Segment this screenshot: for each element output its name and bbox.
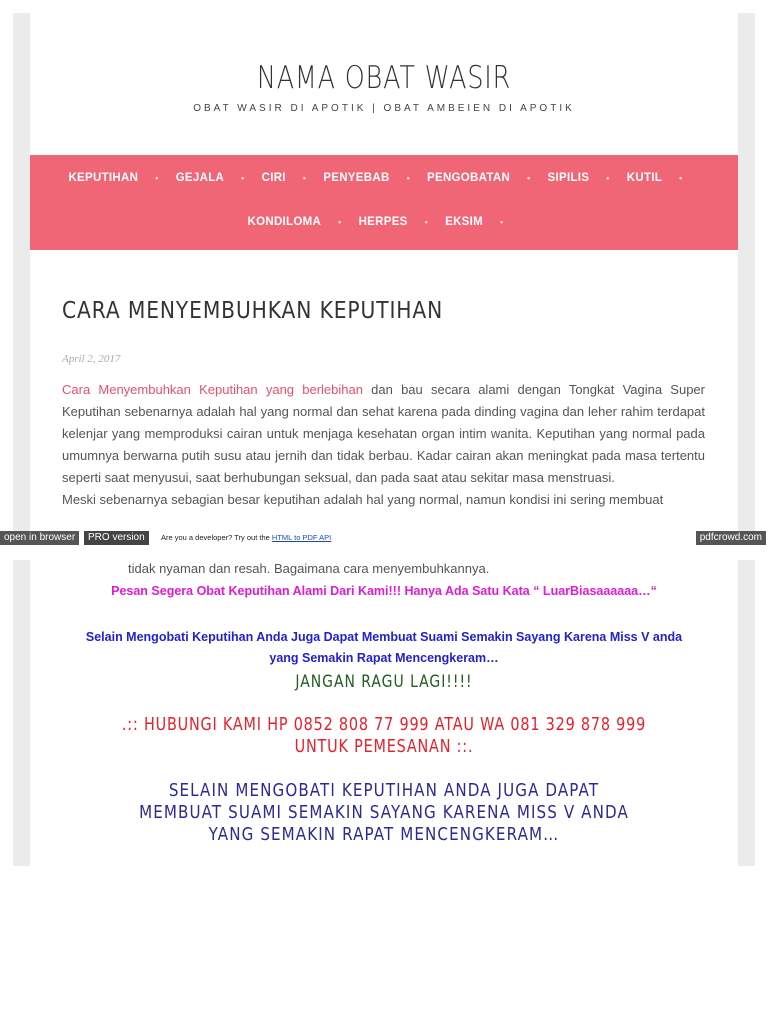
nav-item-penyebab[interactable] [323,172,427,184]
nav-item-label: KEPUTIHAN [68,172,139,184]
pdfcrowd-brand[interactable]: pdfcrowd.com [696,531,766,545]
nav-item-label: HERPES [358,216,408,228]
post-title: CARA MENYEMBUHKAN KEPUTIHAN [62,298,444,324]
main-navigation [30,155,738,250]
left-gutter [13,13,30,531]
post-date: April 2, 2017 [62,353,121,365]
nav-item-keputihan[interactable] [68,172,175,184]
nav-item-gejala[interactable] [176,172,262,184]
post-link[interactable]: Cara Menyembuhkan Keputihan yang berlebihan [62,382,363,397]
left-gutter [13,560,30,866]
nav-item-label: EKSIM [445,216,484,228]
nav-item-ciri[interactable] [262,172,324,184]
nav-row [30,172,738,184]
nav-item-label: PENYEBAB [323,172,390,184]
nav-item-label: CIRI [261,172,286,184]
site-title[interactable]: NAMA OBAT WASIR [256,60,512,96]
nav-item-label: SIPILIS [547,172,590,184]
promo-heading-dont-hesitate: JANGAN RAGU LAGI!!!! [295,672,473,692]
nav-item-label: KUTIL [626,172,663,184]
nav-separator-icon: • [500,217,504,227]
promo-benefit-text: Selain Mengobati Keputihan Anda Juga Dapat Membuat Suami Semakin Sayang Karena Miss V anda yang Semakin Rapat Mencengkeram… [85,630,683,665]
nav-separator-icon: • [338,217,342,227]
promo-benefit-heading-text: SELAIN MENGOBATI KEPUTIHAN ANDA JUGA DAPAT MEMBUAT SUAMI SEMAKIN SAYANG KARENA MISS V ANDA YANG SEMAKIN RAPAT MENCENGKERAM… [139,780,629,845]
post-paragraph-text: dan bau secara alami dengan Tongkat Vagina Super Keputihan sebenarnya adalah hal yang normal dan sehat karena pada dinding vagina dan leher rahim terdapat kelenjar yang memproduksi cairan untuk menjaga kesehatan organ intim wanita. Keputihan yang normal pada umumnya berwarna putih susu atau jernih dan tidak berbau. Kadar cairan akan meningkat pada masa tertentu seperti saat menyusui, saat berhubungan seksual, dan pada saat atau sekitar masa menstruasi. [62,382,705,485]
pdf-toolbar [0,531,768,545]
right-gutter [738,13,755,531]
nav-item-sipilis[interactable] [548,172,627,184]
post-body [62,379,705,511]
site-description: OBAT WASIR DI APOTIK | OBAT AMBEIEN DI APOTIK [193,103,575,114]
nav-separator-icon: • [155,173,159,183]
promo-contact-text: .:: HUBUNGI KAMI HP 0852 808 77 999 ATAU WA 081 329 878 999 UNTUK PEMESANAN ::. [121,714,647,757]
page-top [30,13,738,531]
right-gutter [738,560,755,866]
post-paragraph-continued: tidak nyaman dan resah. Bagaimana cara menyembuhkannya. [128,561,490,576]
nav-separator-icon: • [606,173,610,183]
nav-separator-icon: • [527,173,531,183]
pro-version-button[interactable]: PRO version [84,531,149,545]
nav-item-label: KONDILOMA [247,216,322,228]
page-bottom [30,560,738,866]
nav-separator-icon: • [424,217,429,227]
nav-separator-icon: • [679,173,683,183]
nav-separator-icon: • [406,173,411,183]
nav-item-kutil[interactable] [627,172,700,184]
pdf-message-text: Are you a developer? Try out the [161,533,272,542]
nav-row [30,216,738,228]
open-in-browser-button[interactable]: open in browser [0,531,79,545]
nav-item-herpes[interactable] [359,216,446,228]
promo-benefit-heading [80,780,688,846]
nav-item-label: GEJALA [175,172,225,184]
nav-separator-icon: • [241,173,245,183]
nav-separator-icon: • [302,173,307,183]
html-to-pdf-link[interactable]: HTML to PDF API [271,533,332,542]
nav-item-eksim[interactable] [445,216,520,228]
post-paragraph: Meski sebenarnya sebagian besar keputihan adalah hal yang normal, namun kondisi ini sering membuat [62,492,664,507]
post-paragraph [62,379,705,489]
nav-item-label: PENGOBATAN [427,172,511,184]
promo-order-text: Pesan Segera Obat Keputihan Alami Dari Kami!!! Hanya Ada Satu Kata “ LuarBiasaaaaaa…“ [111,584,657,598]
nav-item-kondiloma[interactable] [248,216,359,228]
promo-contact-heading [50,714,718,758]
pdf-message [161,533,331,542]
nav-item-pengobatan[interactable] [427,172,548,184]
